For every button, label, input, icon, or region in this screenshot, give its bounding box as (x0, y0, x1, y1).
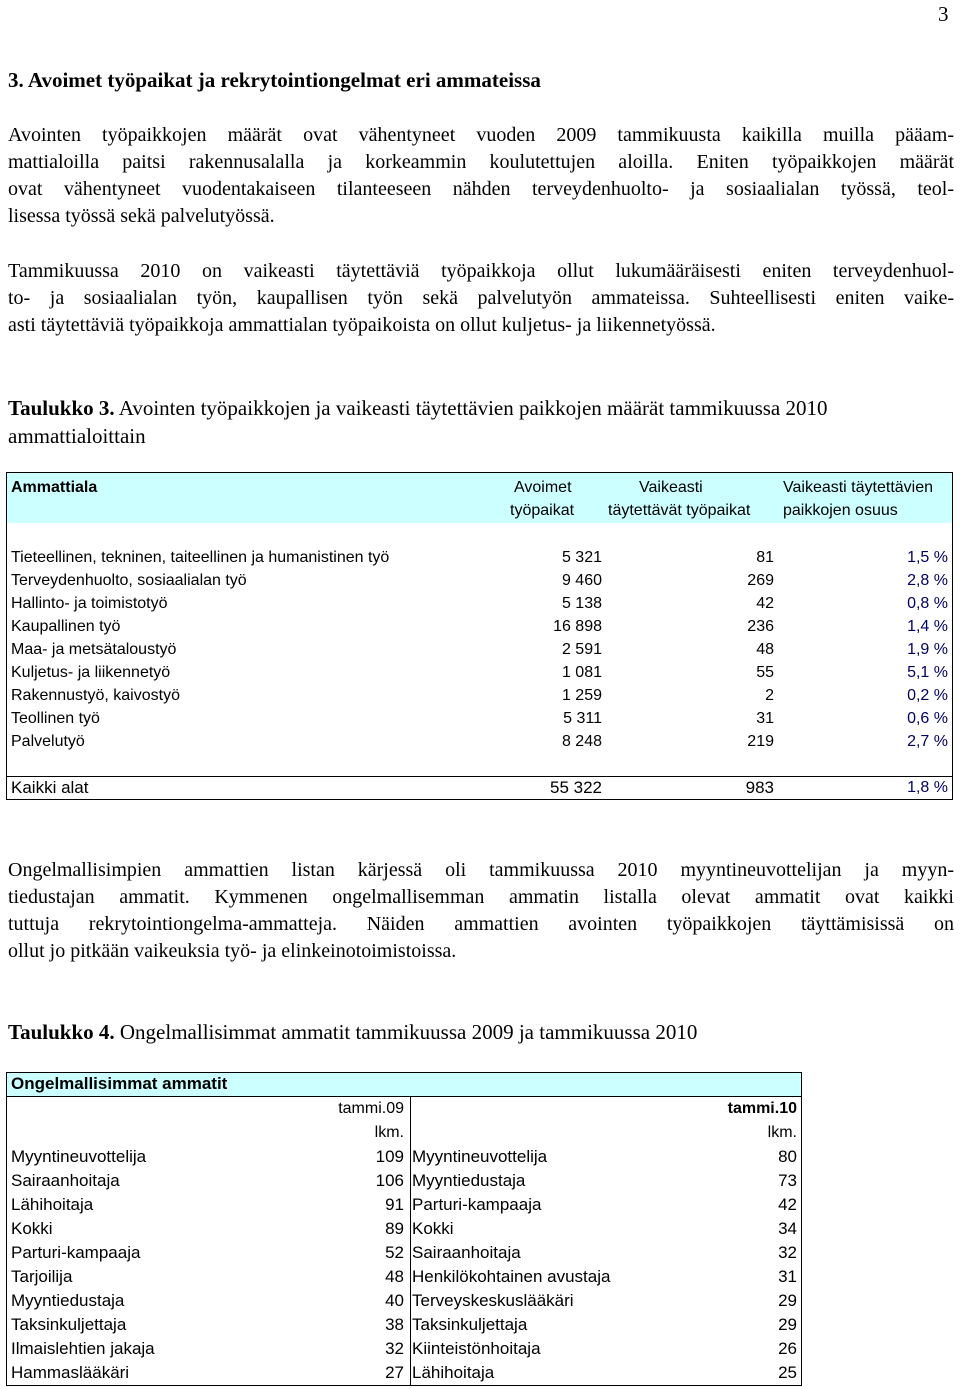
page-number: 3 (938, 2, 949, 26)
left-name: Taksinkuljettaja (11, 1315, 127, 1334)
row-open: 2 591 (561, 641, 602, 658)
table-row (7, 1241, 801, 1265)
right-value: 29 (778, 1315, 797, 1334)
paragraph-line: tuttuja rekrytointiongelma-ammatteja. Näiden ammattien avointen työpaikkojen täyttämisissä on (8, 913, 954, 935)
table-row (7, 1265, 801, 1289)
total-name: Kaikki alat (11, 778, 89, 797)
caption-line: ammattialoittain (8, 424, 146, 448)
left-name: Myyntiedustaja (11, 1291, 125, 1310)
right-name: Myyntineuvottelija (412, 1147, 548, 1166)
header-open-2: työpaikat (510, 502, 575, 519)
table4-problem-occupations (6, 1072, 802, 1386)
table-row (7, 592, 952, 615)
right-name: Terveyskeskuslääkäri (412, 1291, 574, 1310)
right-value: 25 (778, 1363, 797, 1382)
total-open: 55 322 (550, 778, 602, 797)
left-value: 32 (385, 1339, 404, 1358)
left-name: Tarjoilija (11, 1267, 73, 1286)
paragraph-line: asti täytettäviä työpaikkoja ammattialan työpaikoista on ollut kuljetus- ja liikennetyössä. (8, 314, 716, 336)
paragraph-line: tiedustajan ammatit. Kymmenen ongelmallisemman ammatin listalla olevat ammatit ovat kaikki (8, 886, 954, 908)
paragraph-line: lisessa työssä sekä palvelutyössä. (8, 205, 275, 227)
row-share: 2,8 % (907, 572, 948, 589)
row-hard: 31 (756, 710, 774, 727)
row-name: Hallinto- ja toimistotyö (11, 595, 168, 612)
row-hard: 219 (747, 733, 774, 750)
paragraph-line: mattialoilla paitsi rakennusalalla ja korkeammin koulutettujen aloilla. Eniten työpaikkojen määrät (8, 151, 954, 173)
row-open: 8 248 (561, 733, 602, 750)
row-open: 5 321 (561, 549, 602, 566)
caption-line (8, 1018, 697, 1046)
caption-text: Avointen työpaikkojen ja vaikeasti täytettävien paikkojen määrät tammikuussa 2010 (114, 396, 828, 420)
left-value: 27 (385, 1363, 404, 1382)
header-share-1: Vaikeasti täytettävien (783, 479, 934, 496)
table-row (7, 615, 952, 638)
row-name: Kaupallinen työ (11, 618, 121, 635)
total-share: 1,8 % (907, 779, 948, 796)
left-period: tammi.09 (338, 1100, 404, 1117)
row-name: Tieteellinen, tekninen, taiteellinen ja humanistinen työ (11, 549, 390, 566)
right-value: 80 (778, 1147, 797, 1166)
table-row (7, 707, 952, 730)
row-name: Terveydenhuolto, sosiaalialan työ (11, 572, 247, 589)
right-name: Lähihoitaja (412, 1363, 495, 1382)
row-share: 1,4 % (907, 618, 948, 635)
table-row (7, 1361, 801, 1385)
right-value: 73 (778, 1171, 797, 1190)
table-row (7, 684, 952, 707)
right-period: tammi.10 (727, 1100, 797, 1117)
right-value: 34 (778, 1219, 797, 1238)
right-name: Myyntiedustaja (412, 1171, 526, 1190)
paragraph-2 (8, 258, 954, 339)
paragraph-line: Tammikuussa 2010 on vaikeasti täytettäviä työpaikkoja ollut lukumääräisesti eniten terveydenhuol- (8, 260, 954, 282)
row-open: 1 081 (561, 664, 602, 681)
table-row (7, 546, 952, 569)
table-row (7, 1217, 801, 1241)
table-total-row (7, 776, 952, 799)
left-name: Sairaanhoitaja (11, 1171, 120, 1190)
left-value: 106 (375, 1171, 404, 1190)
paragraph-3 (8, 857, 954, 965)
left-value: 91 (385, 1195, 404, 1214)
paragraph-line: ovat vähentyneet vuodentakaiseen tilanteeseen nähden terveydenhuolto- ja sosiaalialan työssä, teol- (8, 178, 954, 200)
row-name: Kuljetus- ja liikennetyö (11, 664, 171, 681)
row-hard: 55 (756, 664, 774, 681)
row-share: 0,2 % (907, 687, 948, 704)
caption-line (8, 394, 954, 422)
right-name: Sairaanhoitaja (412, 1243, 521, 1262)
left-value: 48 (385, 1267, 404, 1286)
row-share: 0,8 % (907, 595, 948, 612)
left-name: Ilmaislehtien jakaja (11, 1339, 155, 1358)
table-row (7, 661, 952, 684)
right-name: Taksinkuljettaja (412, 1315, 528, 1334)
right-unit: lkm. (767, 1124, 797, 1141)
table-row (7, 1169, 801, 1193)
unit-row (7, 1121, 801, 1145)
paragraph-1 (8, 122, 954, 230)
right-name: Henkilökohtainen avustaja (412, 1267, 611, 1286)
right-name: Parturi-kampaaja (412, 1195, 542, 1214)
row-name: Maa- ja metsätaloustyö (11, 641, 177, 658)
paragraph-line: ollut jo pitkään vaikeuksia työ- ja elinkeinotoimistoissa. (8, 940, 457, 962)
row-hard: 2 (765, 687, 774, 704)
table3-header (7, 473, 952, 523)
caption-label: Taulukko 3. (8, 396, 115, 420)
right-value: 26 (778, 1339, 797, 1358)
row-name: Palvelutyö (11, 733, 85, 750)
row-open: 9 460 (561, 572, 602, 589)
row-name: Rakennustyö, kaivostyö (11, 687, 180, 704)
paragraph-line: to- ja sosiaalialan työn, kaupallisen työn sekä palvelutyön ammateissa. Suhteellisesti eniten vaike- (8, 287, 954, 309)
caption-text: Ongelmallisimmat ammatit tammikuussa 2009 ja tammikuussa 2010 (114, 1020, 698, 1044)
section-heading: 3. Avoimet työpaikat ja rekrytointiongelmat eri ammateissa (8, 68, 541, 92)
period-row (7, 1097, 801, 1121)
row-share: 1,5 % (907, 549, 948, 566)
row-hard: 269 (747, 572, 774, 589)
right-value: 29 (778, 1291, 797, 1310)
row-share: 1,9 % (907, 641, 948, 658)
left-name: Myyntineuvottelija (11, 1147, 147, 1166)
table-row (7, 1337, 801, 1361)
header-hard-2: täytettävät työpaikat (608, 502, 751, 519)
row-share: 5,1 % (907, 664, 948, 681)
left-value: 89 (385, 1219, 404, 1238)
table3-caption (8, 394, 954, 450)
header-hard-1: Vaikeasti (639, 479, 703, 496)
row-hard: 81 (756, 549, 774, 566)
table4-title: Ongelmallisimmat ammatit (11, 1074, 228, 1093)
table-row (7, 1193, 801, 1217)
row-hard: 48 (756, 641, 774, 658)
table-row (7, 1145, 801, 1169)
row-open: 16 898 (553, 618, 602, 635)
left-name: Parturi-kampaaja (11, 1243, 141, 1262)
table-row (7, 1313, 801, 1337)
left-value: 38 (385, 1315, 404, 1334)
table-row (7, 638, 952, 661)
total-hard: 983 (745, 778, 774, 797)
left-name: Lähihoitaja (11, 1195, 94, 1214)
table-row (7, 569, 952, 592)
header-share-2: paikkojen osuus (783, 502, 898, 519)
paragraph-line: Avointen työpaikkojen määrät ovat vähentyneet vuoden 2009 tammikuusta kaikilla muilla pääam- (8, 124, 954, 146)
row-name: Teollinen työ (11, 710, 100, 727)
header-open-1: Avoimet (514, 479, 572, 496)
left-name: Kokki (11, 1219, 53, 1238)
right-name: Kokki (412, 1219, 454, 1238)
right-value: 32 (778, 1243, 797, 1262)
table4-header (7, 1073, 801, 1097)
left-value: 40 (385, 1291, 404, 1310)
table4-caption (8, 1018, 697, 1046)
row-hard: 236 (747, 618, 774, 635)
paragraph-line: Ongelmallisimpien ammattien listan kärjessä oli tammikuussa 2010 myyntineuvottelijan ja myyn- (8, 859, 954, 881)
table-row (7, 730, 952, 753)
row-open: 5 138 (561, 595, 602, 612)
left-value: 52 (385, 1243, 404, 1262)
right-value: 42 (778, 1195, 797, 1214)
left-unit: lkm. (374, 1124, 404, 1141)
caption-label: Taulukko 4. (8, 1020, 115, 1044)
left-value: 109 (375, 1147, 404, 1166)
right-value: 31 (778, 1267, 797, 1286)
table3-occupations (6, 472, 953, 800)
row-share: 0,6 % (907, 710, 948, 727)
right-name: Kiinteistönhoitaja (412, 1339, 541, 1358)
header-field: Ammattiala (11, 479, 98, 496)
row-open: 1 259 (561, 687, 602, 704)
row-open: 5 311 (563, 710, 602, 727)
row-share: 2,7 % (907, 733, 948, 750)
table-row (7, 1289, 801, 1313)
left-name: Hammaslääkäri (11, 1363, 130, 1382)
row-hard: 42 (756, 595, 774, 612)
